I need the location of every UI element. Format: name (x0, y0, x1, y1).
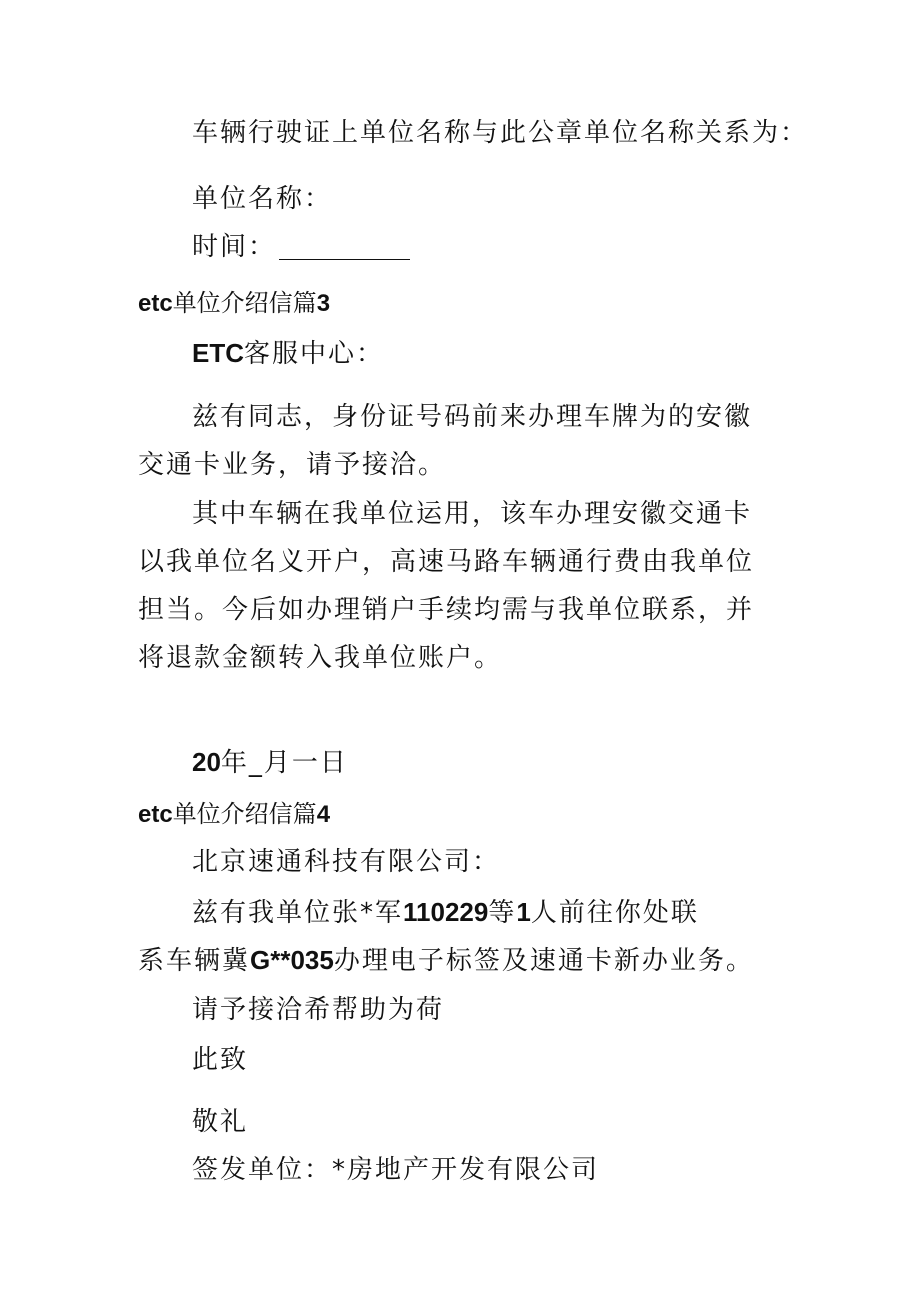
date-line (192, 745, 348, 780)
please-assist: 请予接洽希帮助为荷 (192, 995, 445, 1025)
intro-text-c: 等 (488, 898, 517, 928)
heading-letter-3 (138, 286, 330, 321)
intro-text-a: 系车辆冀 (138, 946, 251, 976)
date-rest: 年_月一日 (220, 748, 348, 778)
etc-prefix: ETC (192, 338, 244, 368)
heading-number: 4 (316, 801, 331, 828)
paragraph-account: 其中车辆在我单位运用，该车办理安徽交通卡以我单位名义开户，高速马路车辆通行费由我单位担当。今后如办理销户手续均需与我单位联系，并将退款金额转入我单位账户。 (138, 499, 755, 673)
paragraph-identity: 兹有同志，身份证号码前来办理车牌为的安徽交通卡业务，请予接洽。 (138, 402, 753, 480)
intro-text-a: 兹有我单位张*军 (192, 898, 404, 928)
time-blank-line (279, 259, 410, 260)
plate-number: G**035 (250, 945, 334, 975)
closing-jingli: 敬礼 (192, 1107, 249, 1137)
unit-name-label: 单位名称： (192, 184, 333, 214)
intro-text-c: 办理电子标签及速通卡新办业务。 (333, 946, 754, 976)
etc-service-center (192, 336, 384, 371)
addressee: 北京速通科技有限公司： (192, 847, 501, 877)
closing-cizhi: 此致 (192, 1045, 249, 1075)
heading-prefix: etc (138, 290, 173, 317)
heading-number: 3 (316, 290, 331, 317)
heading-text: 单位介绍信篇 (172, 800, 317, 828)
heading-text: 单位介绍信篇 (172, 289, 317, 317)
intro-line-2 (138, 943, 754, 978)
intro-line-1 (192, 895, 699, 930)
etc-center-text: 客服中心： (244, 339, 385, 369)
heading-prefix: etc (138, 801, 173, 828)
intro-id-number: 110229 (403, 897, 489, 927)
time-label: 时间： (192, 232, 277, 262)
date-year-number: 20 (192, 747, 221, 777)
relation-line: 车辆行驶证上单位名称与此公章单位名称关系为： (192, 118, 809, 148)
intro-text-e: 人前往你处联 (530, 898, 699, 928)
issuer-line: 签发单位：*房地产开发有限公司 (192, 1155, 600, 1185)
intro-person-count: 1 (516, 897, 531, 927)
heading-letter-4 (138, 797, 330, 832)
